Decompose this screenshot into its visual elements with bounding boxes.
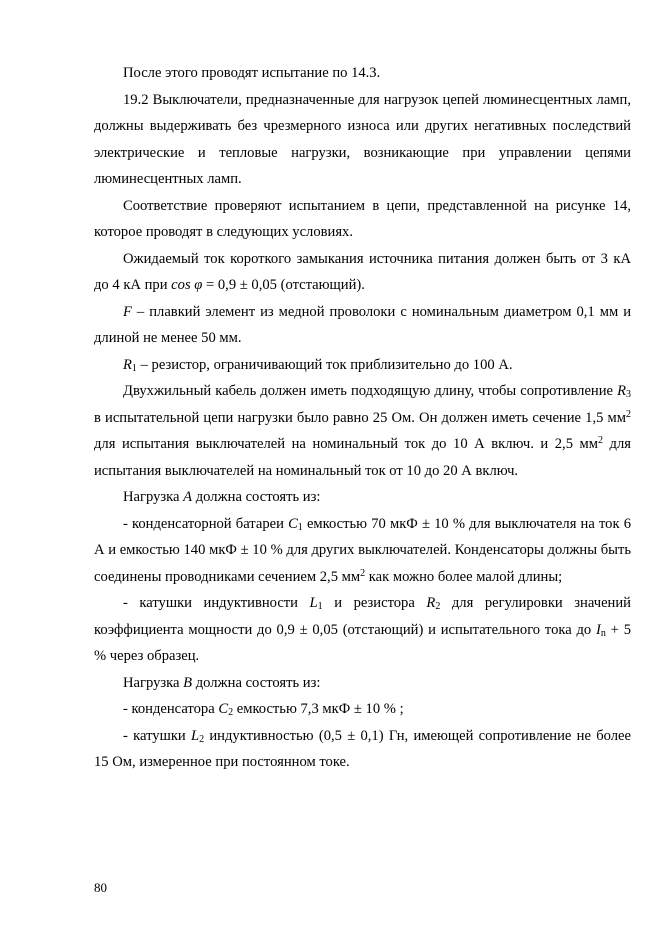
text-run: С	[288, 515, 298, 532]
text-run: - катушки индуктивности	[123, 595, 310, 611]
text-run: = 0,9 ± 0,05 (отстающий).	[202, 277, 365, 293]
text-run: для испытания выключателей на номинальный ток до 10 А включ. и 2,5 мм	[94, 436, 599, 452]
text-run: 2	[626, 408, 631, 420]
text-run: должна состоять из:	[192, 674, 321, 691]
paragraph	[94, 511, 631, 591]
text-run: 2	[199, 733, 205, 745]
text-run: емкостью 70 мкФ ± 10 % для выключателя на ток 6 А и емкостью 140 мкФ ± 10 % для других выключателей. Конденсаторы должны быть соединены проводниками сечением 2,5 мм	[94, 515, 631, 585]
text-run: После этого проводят испытание по 14.3.	[123, 65, 381, 81]
text-run: L	[309, 595, 318, 611]
text-run: n	[600, 627, 606, 639]
text-run: F	[123, 303, 132, 320]
text-run: Соответствие проверяют испытанием в цепи, представленной на рисунке 14, которое проводят в следующих условиях.	[94, 197, 631, 240]
paragraph	[94, 246, 631, 299]
text-run: С	[218, 701, 229, 717]
text-run: емкостью 7,3 мкФ ± 10 % ;	[233, 701, 404, 717]
paragraph	[94, 87, 631, 193]
text-run: Нагрузка	[123, 489, 184, 505]
paragraph	[94, 60, 631, 87]
text-run: индуктивностью (0,5 ± 0,1) Гн, имеющей сопротивление не более 15 Ом, измеренное при постоянном токе.	[94, 727, 631, 770]
text-run: – резистор, ограничивающий ток приблизительно до 100 А.	[136, 356, 513, 373]
paragraph	[94, 590, 631, 670]
text-run: L	[190, 727, 200, 744]
text-run: и резистора	[322, 595, 427, 611]
text-run: 2	[228, 707, 234, 718]
paragraph	[94, 352, 631, 379]
text-run: как можно более малой длины;	[365, 568, 563, 585]
paragraph	[94, 299, 631, 352]
text-run: R	[426, 595, 436, 611]
text-run: должна состоять из:	[192, 489, 321, 505]
text-run: – плавкий элемент из медной проволоки с номинальным диаметром 0,1 мм и длиной не менее 50 мм.	[94, 303, 631, 346]
text-run: 1	[131, 362, 137, 374]
text-run: R	[617, 383, 626, 399]
text-run: cos φ	[171, 277, 203, 293]
text-run: 2	[598, 435, 604, 446]
text-run: - конденсатора	[123, 701, 219, 717]
text-run: В	[183, 674, 193, 691]
text-run: А	[183, 489, 193, 505]
text-run: для испытания выключателей на номинальный ток от 10 до 20 А включ.	[94, 436, 631, 479]
text-run: R	[123, 356, 132, 373]
text-run: - конденсаторной батареи	[123, 515, 289, 532]
text-run: - катушки	[123, 727, 191, 744]
text-run: I	[596, 621, 601, 638]
paragraph	[94, 696, 631, 723]
page-number: 80	[94, 880, 107, 895]
body-text	[94, 60, 631, 776]
text-run: 1	[317, 601, 323, 612]
text-run: 2	[435, 601, 441, 612]
paragraph	[94, 723, 631, 776]
paragraph	[94, 670, 631, 697]
text-run: Ожидаемый ток короткого замыкания источника питания должен быть от 3 кА до 4 кА при	[94, 250, 631, 293]
text-run: Двухжильный кабель должен иметь подходящую длину, чтобы сопротивление	[123, 383, 618, 399]
text-run: в испытательной цепи нагрузки было равно 25 Ом. Он должен иметь сечение 1,5 мм	[94, 409, 626, 426]
text-run: 3	[626, 389, 631, 400]
paragraph	[94, 193, 631, 246]
text-run: для регулировки значений коэффициента мощности до 0,9 ± 0,05 (отстающий) и испытательного тока до	[94, 595, 631, 638]
text-run: 1	[297, 521, 303, 533]
text-run: Нагрузка	[123, 674, 184, 691]
paragraph	[94, 484, 631, 511]
text-run: 2	[360, 567, 366, 579]
text-run: + 5 % через образец.	[94, 621, 631, 664]
text-run: 19.2 Выключатели, предназначенные для нагрузок цепей люминесцентных ламп, должны выдерживать без чрезмерного износа или других негативных последствий электрические и тепловые нагрузки, возникающие при управлении цепями люминесцентных ламп.	[94, 91, 631, 187]
paragraph	[94, 378, 631, 484]
